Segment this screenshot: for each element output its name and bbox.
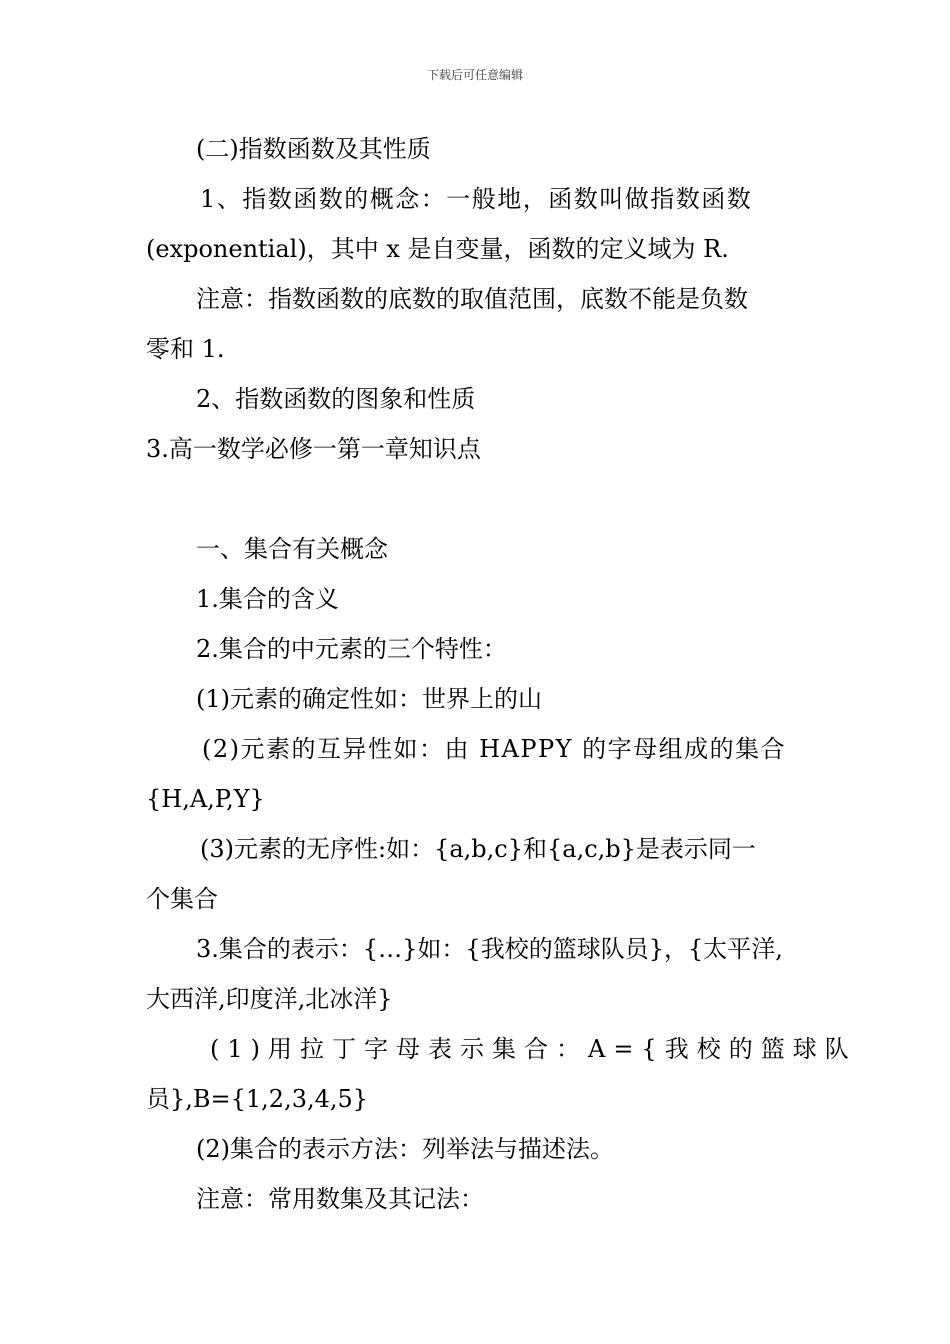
- paragraph-line: 注意：常用数集及其记法：: [196, 1185, 484, 1213]
- paragraph-line: 2、指数函数的图象和性质: [196, 385, 476, 413]
- paragraph-line: (exponential)，其中 x 是自变量，函数的定义域为 R.: [146, 235, 729, 263]
- paragraph-line: (2)集合的表示方法：列举法与描述法。: [196, 1135, 614, 1163]
- paragraph-line: 1、指数函数的概念：一般地，函数叫做指数函数: [200, 185, 753, 213]
- paragraph-line: 个集合: [146, 885, 218, 913]
- paragraph-line: (1)用拉丁字母表示集合：A={我校的篮球队: [210, 1035, 857, 1063]
- paragraph-line: 2.集合的中元素的三个特性：: [196, 635, 507, 663]
- paragraph-line: {H,A,P,Y}: [146, 785, 265, 813]
- paragraph-line: 3.集合的表示：{…}如：{我校的篮球队员}，{太平洋,: [196, 935, 783, 963]
- paragraph-line: (3)元素的无序性:如：{a,b,c}和{a,c,b}是表示同一: [200, 835, 756, 863]
- paragraph-line: (1)元素的确定性如：世界上的山: [196, 685, 542, 713]
- paragraph-line: 大西洋,印度洋,北冰洋}: [146, 985, 393, 1013]
- paragraph-line: (2)元素的互异性如：由 HAPPY 的字母组成的集合: [202, 735, 787, 763]
- paragraph-line: 员},B={1,2,3,4,5}: [146, 1085, 369, 1113]
- paragraph-line: 1.集合的含义: [196, 585, 339, 613]
- page-header: 下载后可任意编辑: [426, 68, 523, 82]
- section-heading: (二)指数函数及其性质: [196, 135, 431, 163]
- section-heading: 一、集合有关概念: [196, 535, 388, 563]
- paragraph-line: 零和 1.: [146, 335, 225, 363]
- paragraph-line: 注意：指数函数的底数的取值范围，底数不能是负数: [196, 285, 748, 313]
- section-heading: 3.高一数学必修一第一章知识点: [146, 435, 481, 463]
